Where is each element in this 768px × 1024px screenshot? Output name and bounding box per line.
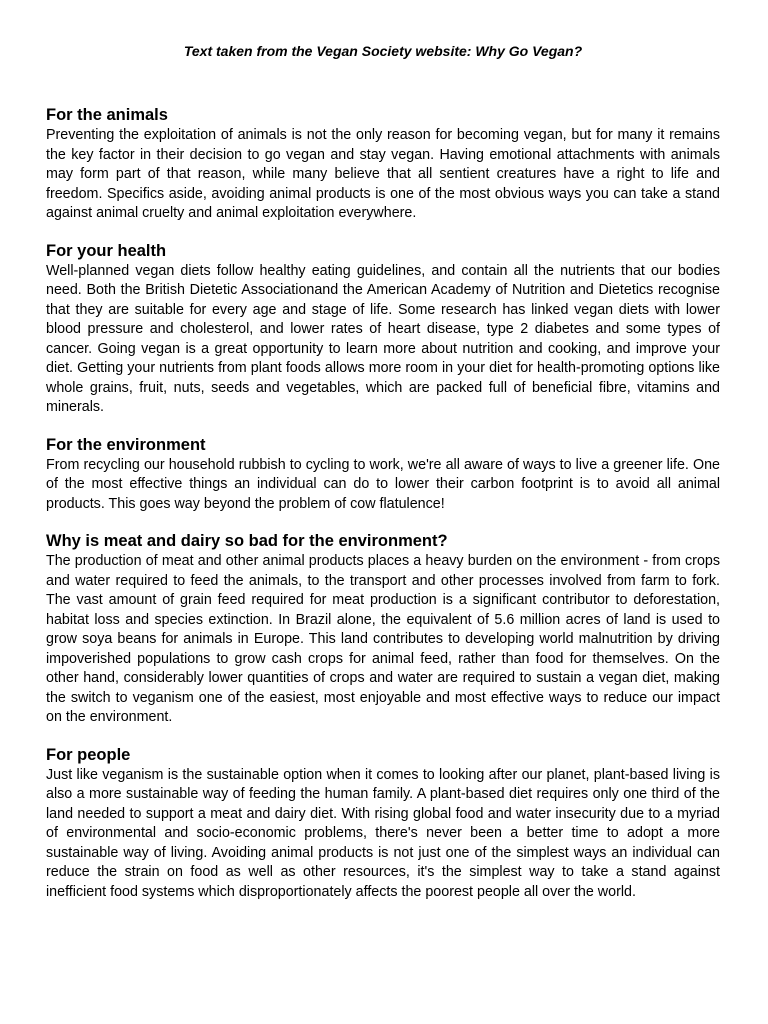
section-for-the-animals (46, 105, 720, 224)
section-heading: For your health (46, 241, 167, 260)
section-for-the-environment (46, 435, 720, 515)
section-body: Preventing the exploitation of animals is not the only reason for becoming vegan, but for many it remains the key factor in their decision to go vegan and stay vegan. Having emotional attachments with animals may form part of that reason, while many believe that all sentient creatures have a right to life and freedom. Specifics aside, avoiding animal products is one of the most obvious ways you can take a stand against animal cruelty and animal exploitation everywhere. (46, 127, 720, 221)
section-heading: Why is meat and dairy so bad for the environment? (46, 532, 448, 550)
section-heading: For the environment (46, 435, 206, 454)
section-body: Well-planned vegan diets follow healthy eating guidelines, and contain all the nutrients that our bodies need. Both the British Dietetic Associationand the American Academy of Nutrition and Dietetics recognise that they are suitable for every age and stage of life. Some research has linked vegan diets with lower blood pressure and cholesterol, and lower rates of heart disease, type 2 diabetes and some types of cancer. Going vegan is a great opportunity to learn more about nutrition and cooking, and improve your diet. Getting your nutrients from plant foods allows more room in your diet for health-promoting options like whole grains, fruit, nuts, seeds and vegetables, which are packed full of beneficial fibre, vitamins and minerals. (46, 262, 720, 415)
section-heading: For the animals (46, 106, 168, 124)
document-title: Text taken from the Vegan Society website: Why Go Vegan? (183, 43, 583, 59)
section-body: From recycling our household rubbish to cycling to work, we're all aware of ways to live a greener life. One of the most effective things an individual can do to lower their carbon footprint is to avoid all animal products. This goes way beyond the problem of cow flatulence! (46, 456, 720, 512)
document-page (46, 40, 720, 919)
section-heading: For people (46, 745, 131, 764)
section-body: Just like veganism is the sustainable option when it comes to looking after our planet, plant-based living is also a more sustainable way of feeding the human family. A plant-based diet requires only one third of the land needed to support a meat and dairy diet. With rising global food and water insecurity due to a myriad of environmental and socio-economic problems, there's never been a better time to adopt a more sustainable way of living. Avoiding animal products is not just one of the simplest ways an individual can reduce the strain on food as well as other resources, it's the simplest way to take a stand against inefficient food systems which disproportionately affects the poorest people all over the world. (46, 766, 720, 900)
section-body: The production of meat and other animal products places a heavy burden on the environment - from crops and water required to feed the animals, to the transport and other processes involved from farm to fork. The vast amount of grain feed required for meat production is a significant contributor to deforestation, habitat loss and species extinction. In Brazil alone, the equivalent of 5.6 million acres of land is used to grow soya beans for animals in Europe. This land contributes to developing world malnutrition by driving impoverished populations to grow cash crops for animal feed, rather than food for themselves. On the other hand, considerably lower quantities of crops and water are required to sustain a vegan diet, making the switch to veganism one of the easiest, most enjoyable and most effective ways to reduce our impact on the environment. (46, 553, 720, 725)
section-for-people (46, 745, 720, 903)
section-for-your-health (46, 241, 720, 418)
section-meat-and-dairy (46, 531, 720, 728)
